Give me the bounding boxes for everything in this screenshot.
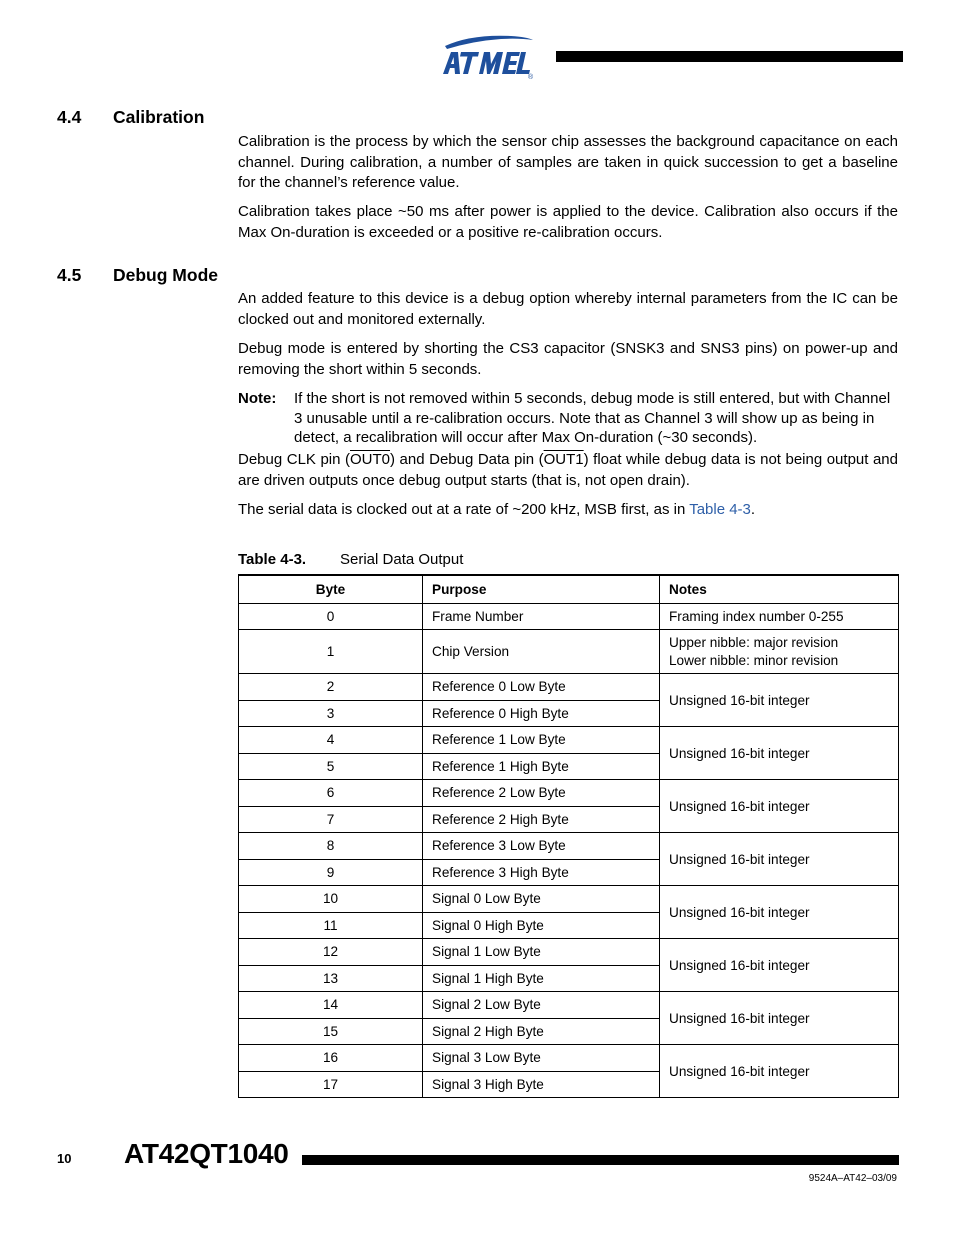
svg-text:®: ® xyxy=(528,74,534,80)
purpose-cell: Signal 0 Low Byte xyxy=(423,886,660,913)
table-row xyxy=(239,1045,899,1072)
table-row xyxy=(239,674,899,701)
purpose-cell: Signal 1 High Byte xyxy=(423,965,660,992)
table-row xyxy=(239,886,899,913)
section-title: Debug Mode xyxy=(113,265,218,285)
byte-cell: 8 xyxy=(239,833,423,860)
calibration-paragraph-1: Calibration is the process by which the sensor chip assesses the background capacitance on each channel. During calibration, a number of samples are taken in quick succession to get a baseline for the channel’s reference value. xyxy=(238,133,898,191)
byte-cell: 2 xyxy=(239,674,423,701)
table-4-3-link[interactable]: Table 4-3 xyxy=(689,501,751,518)
purpose-cell: Reference 0 High Byte xyxy=(423,700,660,727)
table-row xyxy=(239,780,899,807)
debug-paragraph-1: An added feature to this device is a debug option whereby internal parameters from the IC can be clocked out and monitored externally. xyxy=(238,290,898,328)
note-block xyxy=(238,389,898,448)
byte-cell: 5 xyxy=(239,753,423,780)
table-row xyxy=(239,727,899,754)
notes-cell: Unsigned 16-bit integer xyxy=(660,1045,899,1098)
notes-cell: Upper nibble: major revision Lower nibble: minor revision xyxy=(660,630,899,674)
note-label: Note: xyxy=(238,390,277,407)
byte-cell: 0 xyxy=(239,603,423,630)
purpose-cell: Reference 3 Low Byte xyxy=(423,833,660,860)
byte-cell: 9 xyxy=(239,859,423,886)
byte-cell: 12 xyxy=(239,939,423,966)
doc-title: AT42QT1040 xyxy=(124,1138,289,1169)
purpose-cell: Reference 2 High Byte xyxy=(423,806,660,833)
purpose-cell: Reference 1 Low Byte xyxy=(423,727,660,754)
debug-pins-paragraph: Debug CLK pin (OUT0) and Debug Data pin (OUT1) float while debug data is not being output and are driven outputs once debug output starts (that is, not open drain). xyxy=(238,451,898,489)
byte-cell: 3 xyxy=(239,700,423,727)
footer-rule xyxy=(302,1155,899,1165)
purpose-cell: Signal 2 High Byte xyxy=(423,1018,660,1045)
byte-cell: 15 xyxy=(239,1018,423,1045)
byte-cell: 10 xyxy=(239,886,423,913)
table-row xyxy=(239,939,899,966)
table-row xyxy=(239,603,899,630)
section-number: 4.5 xyxy=(57,265,82,285)
table-row xyxy=(239,992,899,1019)
notes-cell: Unsigned 16-bit integer xyxy=(660,674,899,727)
header-rule xyxy=(556,51,903,62)
out1-pin: OUT1 xyxy=(543,451,584,468)
byte-cell: 4 xyxy=(239,727,423,754)
byte-cell: 6 xyxy=(239,780,423,807)
table-header-row xyxy=(239,575,899,603)
notes-cell: Unsigned 16-bit integer xyxy=(660,939,899,992)
notes-cell: Unsigned 16-bit integer xyxy=(660,992,899,1045)
byte-cell: 7 xyxy=(239,806,423,833)
byte-cell: 16 xyxy=(239,1045,423,1072)
page-number: 10 xyxy=(57,1151,72,1166)
purpose-cell: Frame Number xyxy=(423,603,660,630)
purpose-cell: Signal 0 High Byte xyxy=(423,912,660,939)
purpose-cell: Reference 0 Low Byte xyxy=(423,674,660,701)
serial-rate-paragraph: The serial data is clocked out at a rate of ~200 kHz, MSB first, as in Table 4-3. xyxy=(238,501,756,518)
section-title: Calibration xyxy=(113,107,205,127)
notes-cell: Framing index number 0-255 xyxy=(660,603,899,630)
notes-cell: Unsigned 16-bit integer xyxy=(660,886,899,939)
purpose-cell: Reference 2 Low Byte xyxy=(423,780,660,807)
table-number: Table 4-3. xyxy=(238,551,307,568)
notes-cell: Unsigned 16-bit integer xyxy=(660,780,899,833)
out0-pin: OUT0 xyxy=(350,451,391,468)
header-byte: Byte xyxy=(239,575,423,603)
byte-cell: 14 xyxy=(239,992,423,1019)
doc-code: 9524A–AT42–03/09 xyxy=(808,1173,897,1184)
purpose-cell: Chip Version xyxy=(423,630,660,674)
purpose-cell: Reference 1 High Byte xyxy=(423,753,660,780)
byte-cell: 13 xyxy=(239,965,423,992)
purpose-cell: Signal 2 Low Byte xyxy=(423,992,660,1019)
debug-paragraph-2: Debug mode is entered by shorting the CS3 capacitor (SNSK3 and SNS3 pins) on power-up and removing the short within 5 seconds. xyxy=(238,340,898,378)
purpose-cell: Signal 1 Low Byte xyxy=(423,939,660,966)
byte-cell: 17 xyxy=(239,1071,423,1098)
note-text: If the short is not removed within 5 seconds, debug mode is still entered, but with Channel 3 unusable until a re-calibration occurs. Note that as Channel 3 will show up as being in detect, a recalibration will occur after Max On-duration (~30 seconds). xyxy=(294,390,891,446)
table-row xyxy=(239,833,899,860)
section-heading-debug-mode xyxy=(57,265,218,286)
serial-data-output-table xyxy=(238,574,899,1098)
notes-cell: Unsigned 16-bit integer xyxy=(660,727,899,780)
purpose-cell: Signal 3 Low Byte xyxy=(423,1045,660,1072)
byte-cell: 11 xyxy=(239,912,423,939)
purpose-cell: Reference 3 High Byte xyxy=(423,859,660,886)
purpose-cell: Signal 3 High Byte xyxy=(423,1071,660,1098)
section-number: 4.4 xyxy=(57,107,82,127)
table-caption xyxy=(238,551,463,568)
notes-cell: Unsigned 16-bit integer xyxy=(660,833,899,886)
header-notes: Notes xyxy=(660,575,899,603)
section-heading-calibration xyxy=(57,107,204,128)
header-purpose: Purpose xyxy=(423,575,660,603)
byte-cell: 1 xyxy=(239,630,423,674)
table-row xyxy=(239,630,899,674)
table-title: Serial Data Output xyxy=(340,551,464,568)
atmel-logo xyxy=(441,34,537,80)
calibration-paragraph-2: Calibration takes place ~50 ms after power is applied to the device. Calibration also occurs if the Max On-duration is exceeded or a positive re-calibration occurs. xyxy=(238,203,898,241)
